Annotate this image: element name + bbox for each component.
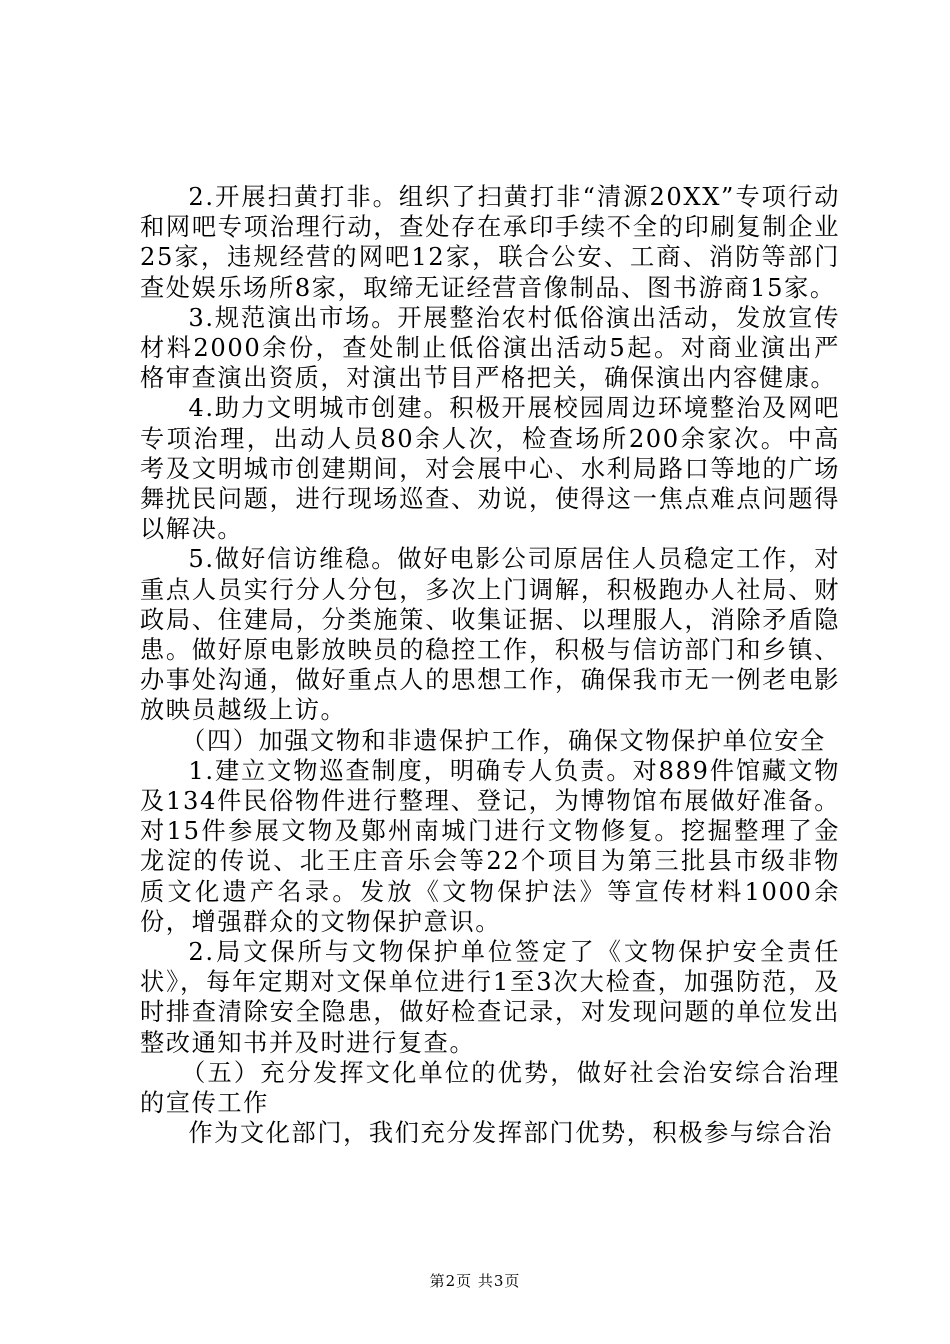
paragraph-relic-safety-responsibility: 2.局文保所与文物保护单位签定了《文物保护安全责任状》，每年定期对文保单位进行1至3次大检查，加强防范，及时排查清除安全隐患，做好检查记录，对发现问题的单位发出整改通知书并及时进行复查。 (140, 938, 840, 1057)
page-number-footer: 第2页 共3页 (429, 1272, 521, 1290)
document-body (140, 182, 840, 1149)
paragraph-item-4-civilized-city: 4.助力文明城市创建。积极开展校园周边环境整治及网吧专项治理，出动人员80余人次，检查场所200余家次。中高考及文明城市创建期间，对会展中心、水利局路口等地的广场舞扰民问题，进行现场巡查、劝说，使得这一焦点难点问题得以解决。 (140, 394, 840, 544)
paragraph-item-3-performance-market: 3.规范演出市场。开展整治农村低俗演出活动，发放宣传材料2000余份，查处制止低俗演出活动5起。对商业演出严格审查演出资质，对演出节目严格把关，确保演出内容健康。 (140, 303, 840, 393)
paragraph-item-2-anti-porn: 2.开展扫黄打非。组织了扫黄打非“清源20XX”专项行动和网吧专项治理行动，查处存在承印手续不全的印刷复制企业25家，违规经营的网吧12家，联合公安、工商、消防等部门查处娱乐场所8家，取缔无证经营音像制品、图书游商15家。 (140, 183, 840, 302)
paragraph-item-5-petition-stability: 5.做好信访维稳。做好电影公司原居住人员稳定工作，对重点人员实行分人分包，多次上门调解，积极跑办人社局、财政局、住建局，分类施策、收集证据、以理服人，消除矛盾隐患。做好原电影放映员的稳控工作，积极与信访部门和乡镇、办事处沟通，做好重点人的思想工作，确保我市无一例老电影放映员越级上访。 (140, 545, 840, 725)
section-heading-5: （五）充分发挥文化单位的优势，做好社会治安综合治理的宣传工作 (140, 1058, 840, 1118)
paragraph-cultural-department: 作为文化部门，我们充分发挥部门优势，积极参与综合治 (188, 1119, 834, 1148)
paragraph-relic-inspection: 1.建立文物巡查制度，明确专人负责。对889件馆藏文物及134件民俗物件进行整理、登记，为博物馆布展做好准备。对15件参展文物及鄚州南城门进行文物修复。挖掘整理了金龙淀的传说、北王庄音乐会等22个项目为第三批县市级非物质文化遗产名录。发放《文物保护法》等宣传材料1000余份，增强群众的文物保护意识。 (140, 756, 840, 936)
section-heading-4: （四）加强文物和非遗保护工作，确保文物保护单位安全 (181, 726, 826, 755)
